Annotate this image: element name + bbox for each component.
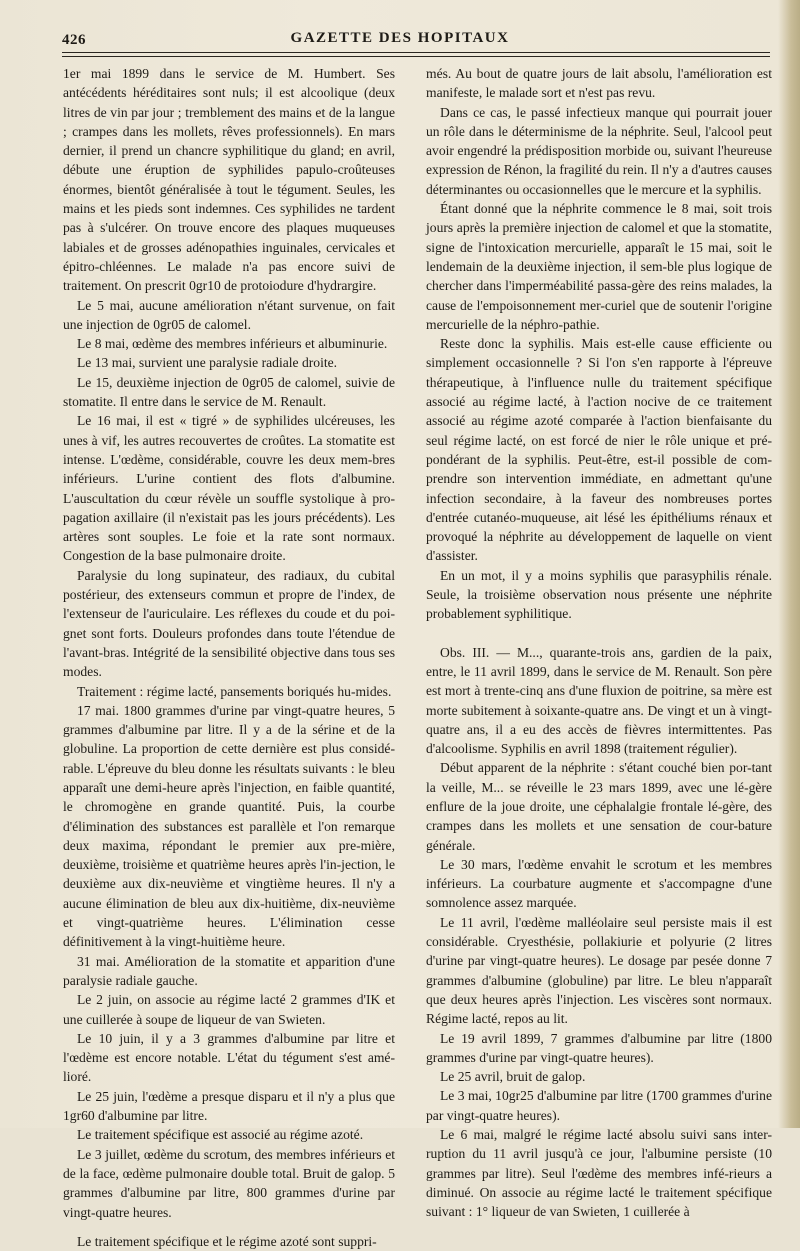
paragraph: més. Au bout de quatre jours de lait absolu, l'amélioration est manifeste, le malade sort et n'est pas revu. — [426, 66, 772, 101]
paragraph: Étant donné que la néphrite commence le 8 mai, soit trois jours après la première injection de calomel et que la stomatite, signe de l'intoxication mercurielle, apparaît le 15 mai, soit le lendemain de la deuxième injection, il sem-ble plus logique de chercher dans l'imperméabilité passa-gère des reins malades, la cause de l'empoisonnement mer-curiel que de soutenir l'origine mercurielle de la néphro-pathie. — [426, 201, 772, 332]
paragraph: Paralysie du long supinateur, des radiaux, du cubital postérieur, des extenseurs commun et propre de l'index, de l'extenseur de l'auriculaire. Les réflexes du coude et du poi-gnet sont forts. Douleurs profondes dans toute l'étendue de l'avant-bras. Intégrité de la sensibilité objective dans tous ses modes. — [63, 567, 395, 680]
running-title: GAZETTE DES HOPITAUX — [290, 30, 510, 46]
paragraph: Le 11 avril, l'œdème malléolaire seul persiste mais il est considérable. Cryesthésie, pollakiurie et polyurie (2 litres d'urine par vingt-quatre heures). Le dosage par pesée donne 7 grammes d'albumine (globuline) par litre. Le bleu n'apparaît que deux heures après l'injection. Les viscères sont normaux. Régime lacté, repos au lit. — [426, 914, 772, 1027]
paragraph: Reste donc la syphilis. Mais est-elle cause efficiente ou simplement occasionnelle ? Si l'on s'en rapporte à l'épreuve thérapeutique, à l'influence nulle du traitement spécifique associé au régime lacté, à l'action nocive de ce traitement associé au régime azoté comparée à l'action bienfaisante du seul régime lacté, on est forcé de nier le rôle unique et pré-pondérant de la syphilis. Peut-être, est-il possible de com-prendre son intervention immédiate, en admettant qu'une infection secondaire, à la faveur des nombreuses portes d'entrée cutanéo-muqueuse, ait lésé les épithéliums rénaux et provoqué la néphrite au développement de laquelle on vient d'assister. — [426, 336, 772, 564]
paragraph: Le 10 juin, il y a 3 grammes d'albumine par litre et l'œdème est encore notable. L'état du tégument s'est amé-lioré. — [63, 1030, 395, 1085]
left-column — [63, 64, 395, 1251]
paragraph: 17 mai. 1800 grammes d'urine par vingt-quatre heures, 5 grammes d'albumine par litre. Il y a de la sérine et de la globuline. La proportion de cette dernière est plus considé-rable. L'épreuve du bleu donne les résultats suivants : le bleu apparaît une demi-heure après l'injection, en faible quantité, le chromogène en grande quantité. Puis, la courbe d'élimination des substances est parallèle et l'on remarque deux maxima, répondant le premier aux pre-mière, deuxième, troisième et quatrième heures après l'in-jection, le deuxième aux dix-neuvième et vingtième heures. Il n'y a aucune élimination de bleu aux dix-huitième, dix-neuvième et vingt-quatrième heures. L'élimination cesse définitivement à la vingt-huitième heure. — [63, 702, 395, 950]
paragraph: Le 25 avril, bruit de galop. — [440, 1069, 586, 1085]
paragraph: 1er mai 1899 dans le service de M. Humbert. Ses antécédents héréditaires sont nuls; il est alcoolique (deux litres de vin par jour ; tremblement des mains et de la langue ; crampes dans les mollets, rêves professionnels). En mars dernier, il prend un chancre syphilitique du gland; en avril, débute une éruption de syphilides papulo-croûteuses énormes, bientôt généralisée à tout le tégument. Seules, les mains et les pieds sont indemnes. Ces syphilides ne tardent pas à s'ulcérer. On trouve encore des plaques muqueuses labiales et de grosses adénopathies inguinales, cervicales et épitro-chléennes. Le malade n'a pas encore suivi de traitement. On prescrit 0gr10 de protoiodure d'hydrargire. — [63, 66, 395, 294]
right-column — [426, 64, 772, 1222]
paragraph: Le 19 avril 1899, 7 grammes d'albumine par litre (1800 grammes d'urine par vingt-quatre heures). — [426, 1030, 772, 1065]
paragraph: Traitement : régime lacté, pansements boriqués hu-mides. — [77, 683, 392, 699]
paragraph: Le 30 mars, l'œdème envahit le scrotum et les membres inférieurs. La courbature augmente et s'accompagne d'une somnolence assez marquée. — [426, 856, 772, 911]
paragraph: Le 8 mai, œdème des membres inférieurs et albuminurie. — [77, 336, 388, 352]
paragraph: Le 16 mai, il est « tigré » de syphilides ulcéreuses, les unes à vif, les autres recouvertes de croûtes. La stomatite est intense. L'œdème, considérable, couvre les deux mem-bres inférieurs. L'urine contient des flots d'albumine. L'auscultation du cœur révèle un souffle systolique à pro-pagation axillaire (il n'existait pas les jours précédents). Les artères sont souples. Le foie et la rate sont normaux. Congestion de la base pulmonaire droite. — [63, 413, 395, 564]
page-edge — [778, 0, 800, 1128]
paragraph: En un mot, il y a moins syphilis que parasyphilis rénale. Seule, la troisième observation nous présente une néphrite probablement syphilitique. — [426, 567, 772, 622]
paragraph: Le 5 mai, aucune amélioration n'étant survenue, on fait une injection de 0gr05 de calomel. — [63, 297, 395, 332]
header-rule — [62, 56, 770, 57]
paragraph: Le 3 juillet, œdème du scrotum, des membres inférieurs et de la face, œdème pulmonaire double total. Bruit de galop. 5 grammes d'albumine par litre, 800 grammes d'urine par vingt-quatre heures. — [63, 1146, 395, 1220]
paragraph: Le traitement spécifique est associé au régime azoté. — [77, 1127, 364, 1143]
paragraph: Le 25 juin, l'œdème a presque disparu et il n'y a plus que 1gr60 d'albumine par litre. — [63, 1088, 395, 1124]
page-number: 426 — [62, 32, 86, 48]
paragraph: 31 mai. Amélioration de la stomatite et apparition d'une paralysie radiale gauche. — [63, 953, 395, 988]
header-rule — [62, 52, 770, 53]
paragraph: Le 2 juin, on associe au régime lacté 2 grammes d'IK et une cuillerée à soupe de liqueur de van Swieten. — [63, 992, 395, 1027]
paragraph: Début apparent de la néphrite : s'étant couché bien por-tant la veille, M... se réveille le 23 mars 1899, avec une lé-gère enflure de la joue droite, une céphalalgie frontale lé-gère, des crampes dans les mollets et une sensation de cour-bature générale. — [426, 760, 772, 853]
paragraph: Dans ce cas, le passé infectieux manque qui pourrait jouer un rôle dans le déterminisme de la néphrite. Seul, l'alcool peut avoir engendré la prédisposition morbide ou, suivant l'heureuse expression de Rénon, la fragilité du rein. Il n'y a d'autres causes déterminantes ou occasionnelles que le mercure et la syphilis. — [426, 104, 772, 197]
paragraph: Le 13 mai, survient une paralysie radiale droite. — [77, 355, 338, 371]
paragraph: Le 15, deuxième injection de 0gr05 de calomel, suivie de stomatite. Il entre dans le service de M. Renault. — [63, 374, 395, 410]
paragraph: Le traitement spécifique et le régime azoté sont suppri- — [77, 1233, 377, 1249]
observation-paragraph: Obs. III. — M..., quarante-trois ans, gardien de la paix, entre, le 11 avril 1899, dans le service de M. Renault. Son père est mort à trente-cinq ans d'une fluxion de poitrine, sa mère est morte subitement à soixante-quatre ans. De vingt et un à vingt-quatre ans, il a eu des accès de fièvres intermittentes. Pas d'alcoolisme. Syphilis en avril 1898 (traitement régulier). — [426, 644, 772, 757]
paragraph: Le 6 mai, malgré le régime lacté absolu suivi sans inter-ruption du 11 avril jusqu'à ce jour, l'albumine persiste (10 grammes par litre). Seul l'œdème des membres infé-rieurs a diminué. On associe au régime lacté le traitement spécifique suivant : 1° liqueur de van Swieten, 1 cuillerée à — [426, 1127, 772, 1220]
paragraph: Le 3 mai, 10gr25 d'albumine par litre (1700 grammes d'urine par vingt-quatre heures). — [426, 1088, 772, 1123]
